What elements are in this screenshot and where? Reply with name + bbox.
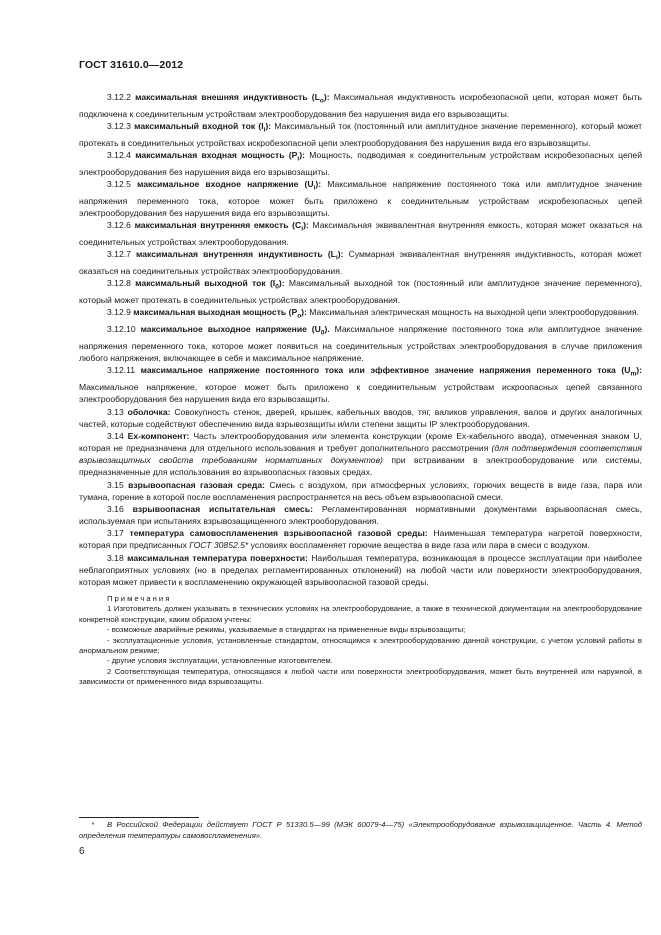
term — [136, 249, 344, 263]
definition-paragraph — [79, 91, 642, 120]
term-subscript: i — [297, 155, 300, 163]
clause-number: 3.12.6 — [107, 220, 131, 231]
term-text: максимальный выходной ток (I — [135, 278, 276, 289]
definition-text: Суммарная эквивалентная внутренняя индуктивность, которая может оказаться на соединительных устройствах электрооборудования. — [79, 249, 643, 277]
clause-number: 3.16 — [107, 503, 124, 514]
footnote-marker: * — [91, 820, 95, 829]
clause-number: 3.12.3 — [107, 121, 131, 132]
term — [135, 150, 305, 163]
definition-paragraph — [79, 406, 642, 430]
definition-text: Наименьшая температура нагретой поверхности, которая при предписанных — [79, 528, 643, 551]
definition-paragraph — [79, 323, 642, 364]
clause-number: 3.12.5 — [107, 179, 131, 190]
definition-text: Часть электрооборудования или элемента конструкции (кроме Ex-кабельного ввода), отмеченная знаком U, которая не предназначена для отдельного использования и требует дополнительного рассмотрения — [79, 430, 642, 454]
definition-text: Мощность, подводимая к соединительным устройствам искробезопасных цепей электрооборудования без нарушения вида его взрывозащиты. — [79, 150, 643, 177]
definition-text-cont: условиях воспламеняет горючие вещества в виде газа или пара в смеси с воздухом. — [248, 540, 590, 551]
note-item: 1 Изготовитель должен указывать в технических условиях на электрооборудование, а также в технической документации на электрооборудование конкретной конструкции, каким образом учтены: — [79, 604, 642, 624]
term — [134, 220, 309, 233]
clause-number: 3.12.8 — [107, 278, 131, 289]
term-subscript: о — [319, 97, 324, 105]
document-body — [79, 91, 642, 688]
definition-text: Совокупность стенок, дверей, крышек, кабельных вводов, тяг, валиков управления, валов и других аналогичных частей, которые содействуют обеспечению вида взрывозащиты и/или степени защиты IP электрооборудования. — [79, 406, 642, 429]
term-text: максимальная входная мощность (P — [135, 150, 298, 161]
definition-italic: (для подтверждения соответствия взрывозащитных свойств требованиям нормативных документов) — [79, 443, 642, 466]
definition-text-cont: при встраивании в электрооборудование или системы, предназначенные для использования во взрывоопасных газовых средах. — [79, 455, 642, 478]
definition-text: Максимальный выходной ток (постоянный или амплитудное значение переменного), который может протекать в соединительных устройствах электрооборудования. — [79, 278, 643, 306]
term-text: максимальная температура поверхности: — [127, 552, 308, 563]
term-text: оболочка: — [127, 406, 171, 417]
term-text: максимальная внутренняя индуктивность (L — [136, 249, 336, 260]
term-text: Ex-компонент: — [127, 430, 190, 441]
definition-paragraph — [79, 479, 642, 503]
definition-paragraph — [79, 503, 642, 527]
clause-number: 3.12.2 — [107, 92, 131, 102]
clause-number: 3.12.7 — [107, 249, 131, 260]
definition-paragraph — [79, 149, 642, 178]
term-end: ): — [636, 365, 642, 376]
definition-text: Максимальная эквивалентная внутренняя емкость, которая может оказаться на соединительных устройствах электрооборудования. — [79, 220, 642, 248]
term — [127, 553, 308, 563]
definitions-list — [79, 91, 642, 588]
term-end: ): — [323, 92, 330, 102]
clause-number: 3.17 — [107, 528, 124, 539]
definition-paragraph — [79, 248, 642, 277]
term-end: ): — [315, 179, 322, 190]
term-text: максимальная внешняя индуктивность (L — [135, 92, 320, 102]
definition-paragraph — [79, 120, 642, 149]
term-text: максимальная внутренняя емкость (C — [134, 220, 302, 231]
definition-text: Максимальное напряжение, которое может быть приложено к соединительным устройствам искроопасных цепей связанного электрооборудования без нарушения вида его взрывозащиты. — [79, 382, 642, 405]
definition-text: Наибольшая температура, возникающая в процессе эксплуатации при наиболее неблагоприятных условиях (но в пределах регламентированных отклонений) на любой части или поверхности электрооборудования, которая может привести к воспламенению окружающей взрывоопасной газовой среды. — [79, 552, 642, 587]
note-item: - возможные аварийные режимы, указываемые в стандартах на примененные виды взрывозащиты; — [107, 625, 466, 635]
page-number: 6 — [79, 846, 85, 857]
term-end: ): — [278, 278, 285, 289]
clause-number: 3.12.10 — [107, 324, 136, 335]
term-subscript: m — [630, 371, 637, 379]
term-text: максимальный входной ток (I — [134, 121, 264, 132]
document-header: ГОСТ 31610.0—2012 — [79, 59, 184, 71]
definition-text: Максимальная индуктивность искробезопасной цепи, которая может быть подключена к соединительным устройствам электрооборудования без нарушения вида его взрывозащиты. — [79, 92, 643, 119]
note-item: 2 Соответствующая температура, относящаяся к любой части или поверхности электрооборудования, может быть внутренней или наружной, в зависимости от примененного вида взрывозащиты. — [79, 666, 642, 687]
note-item: - эксплуатационные условия, установленные стандартом, относящимся к электрооборудованию данной конструкции, с учетом условий работы в анормальном режиме; — [79, 635, 642, 655]
term-end: ): — [303, 220, 309, 231]
definition-paragraph — [79, 364, 642, 405]
definition-text: Смесь с воздухом, при атмосферных условиях, горючих веществ в виде газа, пара или тумана, горение в которой после воспламенения распространяется на весь объем взрывоопасной смеси. — [79, 479, 642, 502]
definition-paragraph — [79, 219, 642, 248]
footnote-divider — [79, 817, 199, 818]
term — [128, 480, 265, 490]
term-subscript: i — [301, 226, 304, 233]
term — [140, 365, 642, 379]
term-subscript: i — [313, 184, 316, 192]
definition-paragraph — [79, 430, 642, 479]
clause-number: 3.18 — [107, 552, 124, 563]
term-text: взрывоопасная газовая среда: — [128, 479, 265, 490]
clause-number: 3.12.4 — [107, 150, 131, 161]
clause-number: 3.15 — [107, 479, 124, 490]
definition-paragraph — [79, 527, 642, 551]
term-subscript: i — [263, 126, 266, 134]
term-end: ): — [337, 249, 344, 260]
notes-heading: Примечания — [107, 593, 172, 603]
clause-number: 3.12.9 — [107, 307, 131, 318]
footnote-text: В Российской Федерации действует ГОСТ Р 51330.5—99 (МЭК 60079-4—75) «Электрооборудование взрывозащищенное. Часть 4. Метод определения температуры самовоспламенения». — [79, 820, 642, 840]
term-subscript: 0 — [275, 284, 279, 292]
term-text: температура самовоспламенения взрывоопасной газовой среды: — [129, 528, 428, 539]
term — [133, 307, 307, 321]
definition-paragraph — [79, 552, 642, 588]
term-text: максимальная выходная мощность (P — [133, 307, 298, 318]
clause-number: 3.14 — [107, 430, 124, 441]
definition-text: Регламентированная нормативными документами взрывоопасная смесь, используемая при испытаниях взрывозащищенного электрооборудования. — [79, 503, 643, 527]
definition-paragraph — [79, 277, 642, 306]
footnote — [79, 820, 642, 841]
clause-number: 3.12.11 — [107, 365, 136, 376]
definition-paragraph — [79, 306, 642, 323]
term-subscript: 0 — [320, 329, 325, 337]
term-end: ): — [299, 150, 305, 161]
term-text: максимальное выходное напряжение (U — [140, 324, 321, 335]
definition-text: Максимальный ток (постоянный или амплитудное значение переменного), который может протекать в соединительных устройствах искробезопасной цепи электрооборудования без нарушения вида его взрывозащиты. — [79, 121, 643, 148]
term-end: ): — [265, 121, 272, 132]
definition-italic: ГОСТ 30852.5* — [189, 540, 249, 551]
term-text: максимальное входное напряжение (U — [137, 179, 314, 190]
term-end: ). — [324, 324, 330, 335]
term — [133, 504, 313, 514]
term — [134, 121, 272, 134]
term — [137, 179, 322, 192]
term — [130, 528, 428, 538]
clause-number: 3.13 — [107, 406, 124, 417]
term — [135, 92, 330, 105]
term — [135, 278, 285, 292]
term-subscript: o — [297, 313, 302, 321]
definition-text: Максимальное напряжение постоянного тока или амплитудное значение напряжения переменного тока, которое может появиться на соединительных устройствах электрооборудования в случае приложения любого напряжения, включающее в себя и максимальное напряжение. — [79, 324, 642, 364]
term — [128, 431, 190, 441]
term-subscript: i — [335, 255, 338, 263]
definition-text: Максимальная электрическая мощность на выходной цепи электрооборудования. — [306, 307, 639, 318]
term-end: ): — [301, 307, 307, 318]
note-item: - другие условия эксплуатации, установленные изготовителем. — [107, 656, 333, 666]
definition-text: Максимальное напряжение постоянного тока или амплитудное значение напряжения переменного тока, которое может быть приложено к соединительным устройствам искробезопасных цепей электрооборудования без нарушения вида его взрывозащиты. — [79, 179, 642, 219]
notes-section — [79, 594, 642, 688]
definition-paragraph — [79, 178, 642, 219]
term — [128, 407, 171, 417]
term — [140, 324, 330, 337]
term-text: взрывоопасная испытательная смесь: — [132, 503, 313, 514]
term-text: максимальное напряжение постоянного тока или эффективное значение напряжения переменного тока (U — [140, 365, 631, 376]
